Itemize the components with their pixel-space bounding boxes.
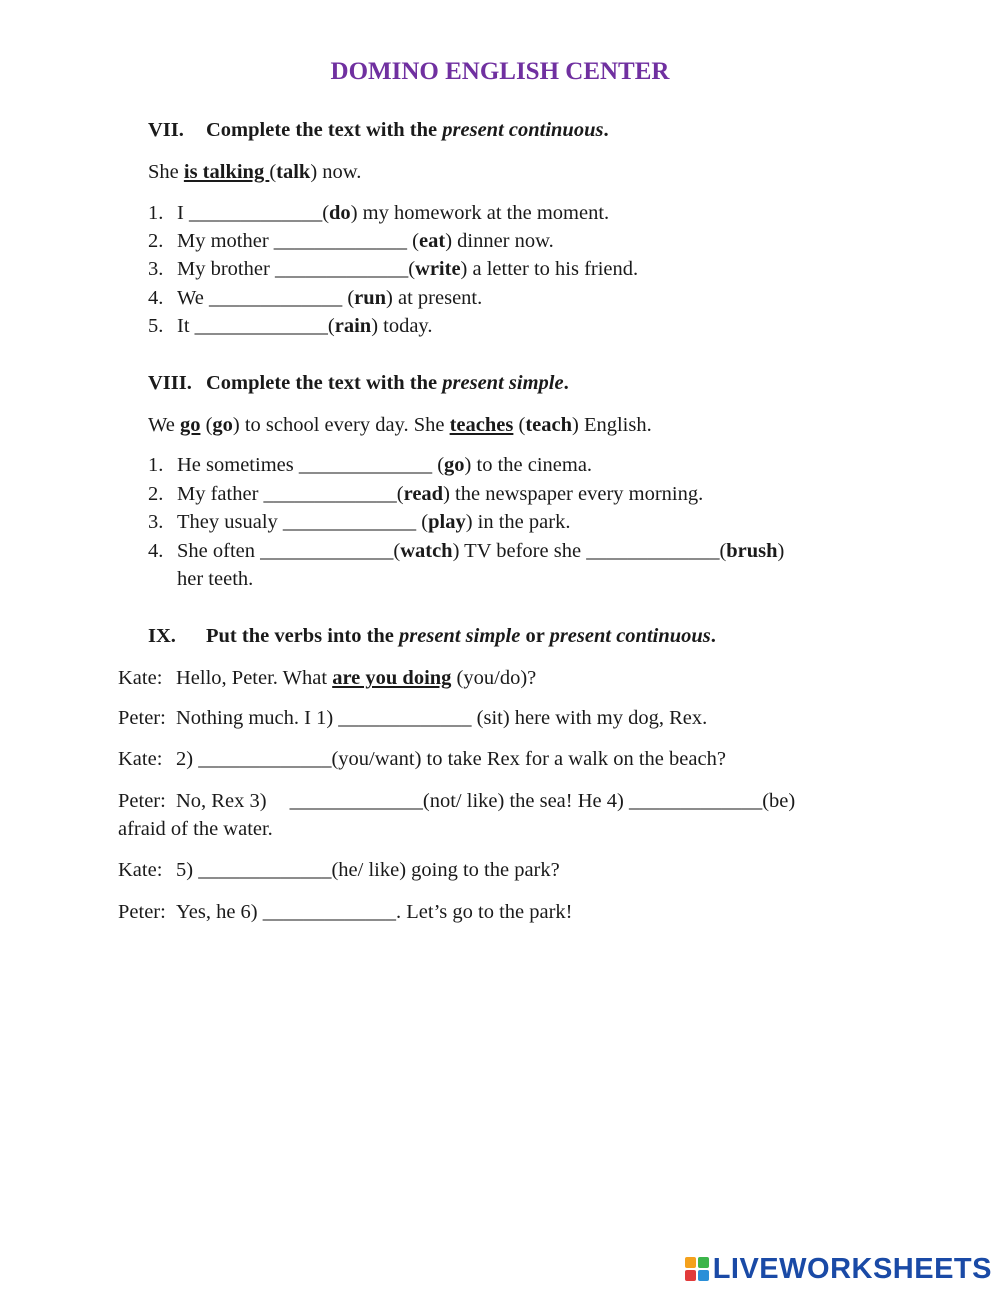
exercise-item: 2. My father _____________(read) the newspaper every morning. bbox=[148, 483, 704, 505]
page-title: DOMINO ENGLISH CENTER bbox=[330, 58, 670, 85]
answer-blank[interactable]: _____________ bbox=[338, 707, 472, 729]
exercise-item: 5. It _____________(rain) today. bbox=[148, 315, 433, 337]
speaker-name: Kate: bbox=[118, 859, 163, 881]
dialogue-line: Kate: Hello, Peter. What are you doing (you/do)? bbox=[118, 667, 537, 689]
answer-blank[interactable]: _____________ bbox=[274, 258, 409, 280]
speaker-name: Kate: bbox=[118, 748, 163, 770]
exercise-item: 4. She often _____________(watch) TV before she _____________(brush) bbox=[148, 540, 785, 562]
dialogue-line: Peter: No, Rex 3) _____________(not/ like) the sea! He 4) _____________(be) bbox=[118, 790, 796, 812]
answer-blank[interactable]: _____________ bbox=[194, 315, 328, 337]
section-vii-example: She is talking (talk) now. bbox=[148, 161, 362, 183]
answer-blank[interactable]: _____________ bbox=[289, 790, 423, 812]
exercise-item: 3. They usualy _____________ (play) in the park. bbox=[148, 511, 571, 533]
exercise-item: 3. My brother _____________(write) a letter to his friend. bbox=[148, 258, 639, 280]
answer-blank[interactable]: _____________ bbox=[260, 540, 394, 562]
exercise-item: 2. My mother _____________ (eat) dinner now. bbox=[148, 230, 554, 252]
exercise-item: 1. I _____________(do) my homework at the moment. bbox=[148, 202, 610, 224]
speaker-name: Peter: bbox=[118, 707, 166, 729]
dialogue-line: Peter: Nothing much. I 1) _____________ (sit) here with my dog, Rex. bbox=[118, 707, 708, 729]
liveworksheets-logo[interactable] bbox=[685, 1252, 992, 1286]
dialogue-line: Kate: 5) _____________(he/ like) going to the park? bbox=[118, 859, 560, 881]
answer-blank[interactable]: _____________ bbox=[273, 230, 408, 252]
liveworksheets-logo-icon bbox=[685, 1257, 709, 1281]
answer-blank[interactable]: _____________ bbox=[188, 202, 323, 224]
dialogue-line-continuation: afraid of the water. bbox=[118, 818, 273, 840]
speaker-name: Peter: bbox=[118, 901, 166, 923]
answer-blank[interactable]: _____________ bbox=[586, 540, 720, 562]
answer-blank[interactable]: _____________ bbox=[208, 287, 343, 309]
exercise-item: 1. He sometimes _____________ (go) to the cinema. bbox=[148, 454, 593, 476]
logo-text: LIVEWORKSHEETS bbox=[712, 1252, 992, 1285]
section-number: VII. bbox=[148, 119, 184, 141]
speaker-name: Peter: bbox=[118, 790, 166, 812]
section-number: IX. bbox=[148, 625, 176, 647]
answer-blank[interactable]: _____________ bbox=[298, 454, 433, 476]
dialogue-line: Peter: Yes, he 6) _____________. Let’s go to the park! bbox=[118, 901, 573, 923]
answer-blank[interactable]: _____________ bbox=[198, 748, 332, 770]
section-vii-heading: VII. Complete the text with the present continuous. bbox=[148, 119, 609, 141]
answer-blank[interactable]: _____________ bbox=[262, 901, 397, 923]
answer-blank[interactable]: _____________ bbox=[282, 511, 417, 533]
section-viii-example: We go (go) to school every day. She teaches (teach) English. bbox=[148, 414, 652, 436]
section-number: VIII. bbox=[148, 372, 192, 394]
answer-blank[interactable]: _____________ bbox=[628, 790, 763, 812]
answer-blank[interactable]: _____________ bbox=[263, 483, 397, 505]
exercise-item: 4. We _____________ (run) at present. bbox=[148, 287, 483, 309]
speaker-name: Kate: bbox=[118, 667, 163, 689]
answer-blank[interactable]: _____________ bbox=[198, 859, 332, 881]
dialogue-line: Kate: 2) _____________(you/want) to take Rex for a walk on the beach? bbox=[118, 748, 726, 770]
exercise-item-continuation: her teeth. bbox=[177, 568, 254, 590]
section-ix-heading: IX. Put the verbs into the present simple or present continuous. bbox=[148, 625, 716, 647]
section-viii-heading: VIII. Complete the text with the present simple. bbox=[148, 372, 569, 394]
